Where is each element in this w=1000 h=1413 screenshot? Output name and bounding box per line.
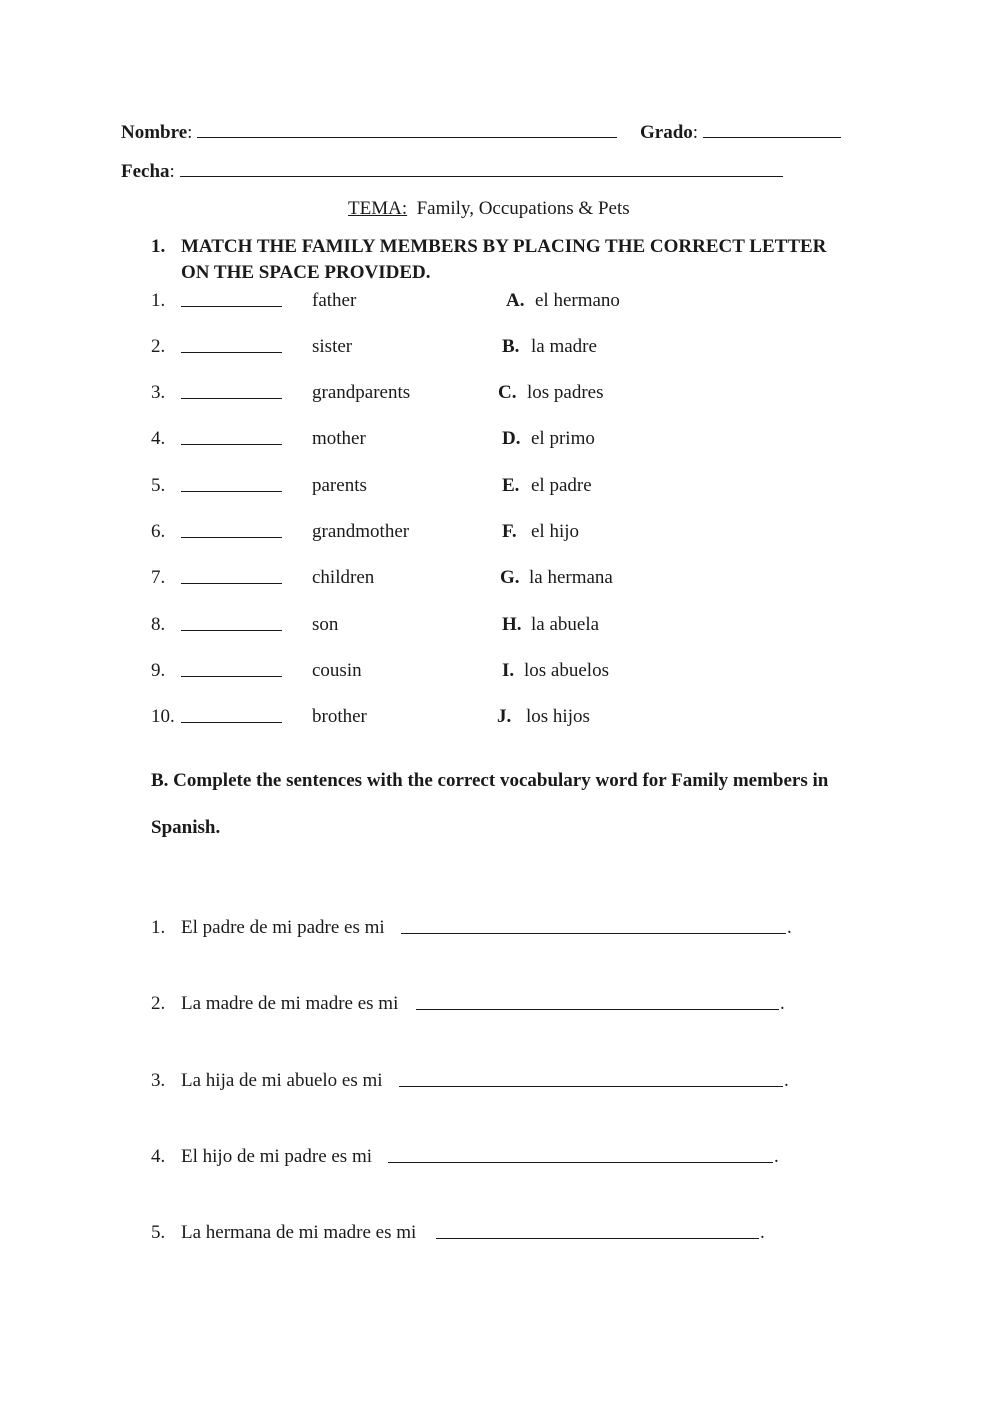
match-number: 2. [151,336,166,357]
match-answer-blank[interactable] [181,706,282,723]
sentence-number: 3. [151,1070,166,1091]
sentence-row [0,917,1000,943]
section2-instruction-line1: B. Complete the sentences with the correct vocabulary word for Family members in [151,770,829,791]
spanish-word: el padre [531,475,592,496]
sentence-answer-blank[interactable] [388,1146,773,1163]
match-answer-blank[interactable] [181,382,282,399]
spanish-word: el primo [531,428,595,449]
match-row [0,336,1000,362]
match-answer-blank[interactable] [181,614,282,631]
match-number: 7. [151,567,166,588]
spanish-word: la hermana [529,567,613,588]
spanish-word: el hijo [531,521,580,542]
match-answer-blank[interactable] [181,475,282,492]
match-answer-blank[interactable] [181,521,282,538]
sentence-row [0,993,1000,1019]
match-number: 4. [151,428,166,449]
sentence-text: El hijo de mi padre es mi [181,1146,373,1167]
nombre-field[interactable]: Nombre: [121,121,617,144]
option-letter: H. [502,614,522,635]
section1-instruction-line2: ON THE SPACE PROVIDED. [181,262,431,283]
fecha-label: Fecha [121,161,170,182]
fecha-blank[interactable] [180,160,783,177]
english-word: sister [312,336,353,357]
match-row [0,428,1000,454]
option-letter: C. [498,382,517,403]
sentence-number: 1. [151,917,166,938]
match-answer-blank[interactable] [181,428,282,445]
match-answer-blank[interactable] [181,336,282,353]
sentence-period: . [787,917,792,938]
match-row [0,382,1000,408]
match-answer-blank[interactable] [181,660,282,677]
sentence-number: 2. [151,993,166,1014]
match-answer-blank[interactable] [181,290,282,307]
option-letter: B. [502,336,520,357]
tema-text: Family, Occupations & Pets [416,198,630,219]
sentence-period: . [780,993,785,1014]
english-word: children [312,567,375,588]
match-number: 10. [151,706,175,727]
match-number: 1. [151,290,166,311]
english-word: grandmother [312,521,410,542]
sentence-answer-blank[interactable] [416,993,779,1010]
match-number: 6. [151,521,166,542]
option-letter: E. [502,475,520,496]
sentence-row [0,1146,1000,1172]
option-letter: G. [500,567,520,588]
match-row [0,614,1000,640]
english-word: father [312,290,357,311]
english-word: son [312,614,339,635]
option-letter: J. [497,706,512,727]
match-number: 3. [151,382,166,403]
match-row [0,475,1000,501]
sentence-row [0,1070,1000,1096]
sentence-period: . [760,1222,765,1243]
grado-label: Grado [640,122,693,143]
sentence-text: La hermana de mi madre es mi [181,1222,417,1243]
sentence-answer-blank[interactable] [401,917,786,934]
english-word: mother [312,428,366,449]
english-word: parents [312,475,367,496]
spanish-word: los padres [527,382,604,403]
english-word: grandparents [312,382,411,403]
match-number: 5. [151,475,166,496]
nombre-label: Nombre [121,122,188,143]
tema-label: TEMA [348,198,402,219]
spanish-word: la madre [531,336,597,357]
english-word: cousin [312,660,362,681]
match-number: 9. [151,660,166,681]
grado-field[interactable]: Grado: [640,121,841,144]
sentence-period: . [774,1146,779,1167]
sentence-text: La madre de mi madre es mi [181,993,399,1014]
tema-heading: TEMA: Family, Occupations & Pets [348,198,630,219]
spanish-word: el hermano [535,290,620,311]
option-letter: I. [502,660,515,681]
match-row [0,567,1000,593]
section1-instruction-line1: MATCH THE FAMILY MEMBERS BY PLACING THE CORRECT LETTER [181,236,827,257]
option-letter: F. [502,521,517,542]
sentence-period: . [784,1070,789,1091]
nombre-blank[interactable] [197,121,617,138]
spanish-word: los abuelos [524,660,609,681]
sentence-number: 4. [151,1146,166,1167]
section2-instruction-line2: Spanish. [151,817,221,838]
match-row [0,521,1000,547]
match-row [0,706,1000,732]
sentence-number: 5. [151,1222,166,1243]
english-word: brother [312,706,367,727]
spanish-word: los hijos [526,706,590,727]
match-row [0,290,1000,316]
sentence-text: El padre de mi padre es mi [181,917,385,938]
sentence-answer-blank[interactable] [399,1070,783,1087]
grado-blank[interactable] [703,121,841,138]
sentence-answer-blank[interactable] [436,1222,759,1239]
spanish-word: la abuela [531,614,600,635]
match-number: 8. [151,614,166,635]
fecha-field[interactable]: Fecha: [121,160,783,183]
match-answer-blank[interactable] [181,567,282,584]
section1-number: 1. [151,236,166,257]
option-letter: A. [506,290,525,311]
sentence-row [0,1222,1000,1248]
sentence-text: La hija de mi abuelo es mi [181,1070,383,1091]
option-letter: D. [502,428,521,449]
match-row [0,660,1000,686]
